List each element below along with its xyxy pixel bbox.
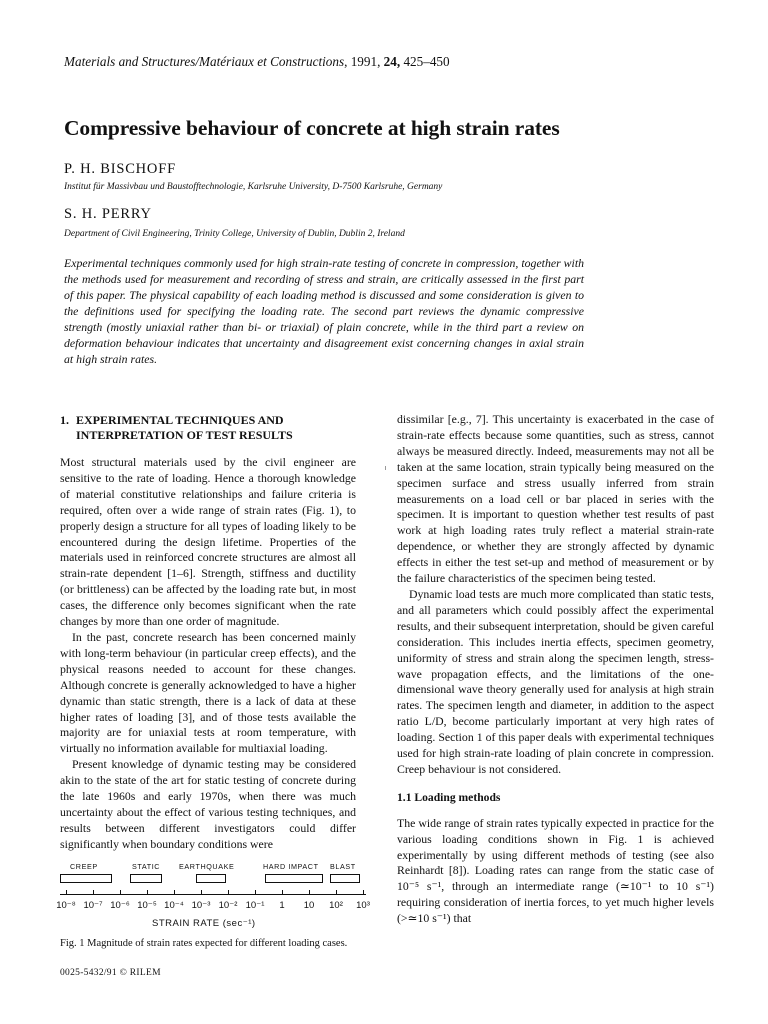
- figure-caption: Fig. 1 Magnitude of strain rates expected for different loading cases.: [60, 938, 348, 949]
- tick-label: 10⁻⁷: [83, 900, 103, 911]
- range-bar-creep: [60, 874, 112, 883]
- author-name: P. H. BISCHOFF: [64, 161, 176, 177]
- axis-tick: [201, 890, 202, 895]
- range-bar-static: [130, 874, 162, 883]
- range-bar-hard-impact: [265, 874, 323, 883]
- tick-label: 10⁻⁴: [164, 900, 184, 911]
- range-bar-blast: [330, 874, 360, 883]
- left-column: [60, 413, 356, 853]
- axis-tick: [363, 890, 364, 895]
- category-label-static: STATIC: [132, 862, 161, 871]
- right-column: [397, 412, 714, 927]
- author-name: S. H. PERRY: [64, 206, 152, 222]
- tick-label: 10⁻⁶: [110, 900, 130, 911]
- tick-label: 1: [279, 900, 285, 911]
- journal-volume: 24,: [383, 54, 401, 69]
- paragraph: In the past, concrete research has been concerned mainly with long-term behaviour (in particular creep effects), and the physical reasons needed to account for these changes. Although concrete is generally acknowledged to have a higher dynamic than static strength, there is a lack of data at these higher rates of loading [3], and of those tests available the majority are for uniaxial tests at room temperature, with virtually no information available for multiaxial loading.: [60, 629, 356, 756]
- section-number: 1.: [60, 413, 69, 427]
- axis-tick: [66, 890, 67, 895]
- journal-year: 1991,: [350, 54, 381, 69]
- category-label-hard-impact: HARD IMPACT: [263, 862, 319, 871]
- journal-name: Materials and Structures/Matériaux et Constructions: [64, 54, 345, 69]
- tick-label: 10⁻⁸: [56, 900, 76, 911]
- abstract: Experimental techniques commonly used for high strain-rate testing of concrete in compression, together with the methods used for measurement and recording of stress and strain, are critically assessed in the first part of this paper. The physical capability of each loading method is discussed and some consideration is given to the definitions used for specifying the loading rate. The second part reviews the dynamic compressive strength (mostly uniaxial rather than bi- or triaxial) of plain concrete, while in the third part a review on deformation behaviour indicates that uncertainty and disagreement exist concerning changes in axial strain at high strain rates.: [64, 256, 584, 366]
- paragraph: Dynamic load tests are much more complicated than static tests, and all parameters which could possibly affect the experimental results, and their subsequent interpretation, should be given careful consideration. This includes inertia effects, specimen geometry, uniformity of stress and strain along the specimen length, stress-wave propagation effects, and the limitations of the one-dimensional wave theory generally used for analysis at high strain rates. The specimen length and diameter, in addition to the aspect ratio L/D, become particularly important at very high rates of loading. Section 1 of this paper deals with experimental techniques used for high strain-rate loading of plain concrete in compression. Creep behaviour is not considered.: [397, 586, 714, 776]
- journal-pages: 425–450: [403, 54, 450, 69]
- section-title-line1: EXPERIMENTAL TECHNIQUES AND: [76, 413, 284, 427]
- tick-label: 10: [303, 900, 315, 911]
- section-title-line2: INTERPRETATION OF TEST RESULTS: [76, 428, 293, 442]
- category-label-creep: CREEP: [70, 862, 98, 871]
- tick-label: 10⁻³: [191, 900, 211, 911]
- paragraph: Most structural materials used by the civil engineer are sensitive to the rate of loading. Hence a thorough knowledge of material constitutive relationships and failure criteria is required, often over a wide range of strain rates (Fig. 1), to properly design a structure for all types of loading likely to be encountered during the design lifetime. Properties of the materials used in reinforced concrete structures are almost all strain-rate dependent [1–6]. Strength, stiffness and ductility (or brittleness) can be affected by the loading rate but, in most cases, the difference only becomes significant when the rate changes by more than one order of magnitude.: [60, 455, 356, 629]
- axis-tick: [336, 890, 337, 895]
- category-label-blast: BLAST: [330, 862, 356, 871]
- strain-rate-figure: [56, 862, 370, 929]
- axis-tick: [120, 890, 121, 895]
- footer-copyright: 0025-5432/91 © RILEM: [60, 968, 161, 978]
- tick-label: 10⁻¹: [245, 900, 265, 911]
- axis-tick: [93, 890, 94, 895]
- axis-tick: [255, 890, 256, 895]
- tick-label: 10⁻²: [218, 900, 238, 911]
- axis-tick: [309, 890, 310, 895]
- author-affiliation: Department of Civil Engineering, Trinity College, University of Dublin, Dublin 2, Ireland: [64, 229, 405, 239]
- axis-tick: [282, 890, 283, 895]
- paragraph: The wide range of strain rates typically expected in practice for the various loading conditions shown in Fig. 1 is achieved experimentally by using different methods of testing (see also Reinhardt [8]). Loading rates can range from the static case of 10⁻⁵ s⁻¹, through an intermediate range (≃10⁻¹ to 10 s⁻¹) requiring consideration of inertia forces, to yet much higher levels (>≃10 s⁻¹) that: [397, 815, 714, 926]
- category-label-earthquake: EARTHQUAKE: [179, 862, 235, 871]
- section-heading: [60, 413, 356, 443]
- axis-tick: [228, 890, 229, 895]
- axis-label: STRAIN RATE (sec⁻¹): [152, 918, 256, 929]
- margin-mark: [385, 466, 386, 470]
- strain-rate-axis: [60, 894, 366, 895]
- tick-label: 10⁻⁵: [137, 900, 157, 911]
- axis-tick: [147, 890, 148, 895]
- axis-tick: [174, 890, 175, 895]
- tick-label: 10³: [356, 900, 370, 911]
- paper-title: Compressive behaviour of concrete at high strain rates: [64, 116, 560, 140]
- tick-label: 10²: [329, 900, 343, 911]
- range-bar-earthquake: [196, 874, 226, 883]
- paragraph: dissimilar [e.g., 7]. This uncertainty is exacerbated in the case of strain-rate effects because some quantities, such as stress, cannot always be measured directly. Indeed, measurements may not all be taken at the same location, strain typically being measured on the specimen surface and stress usually inferred from strain measurements on a load cell or bar placed in series with the specimen. It is important to question whether test results of past work at high loading rates truly reflect a material strain-rate dependence, or whether they are strongly affected by dynamic effects in either the test set-up and method of measurement or by the failure characteristics of the specimen being tested.: [397, 412, 714, 586]
- author-affiliation: Institut für Massivbau und Baustofftechnologie, Karlsruhe University, D-7500 Karlsruhe, Germany: [64, 182, 443, 192]
- paragraph: Present knowledge of dynamic testing may be considered akin to the state of the art for static testing of concrete during the late 1960s and early 1970s, when there was much uncertainty about the effect of various testing techniques, and results between different investigators could differ significantly when boundary conditions were: [60, 757, 356, 851]
- subsection-heading: 1.1 Loading methods: [397, 790, 501, 804]
- journal-citation: Materials and Structures/Matériaux et Constructions, 1991, 24, 425–450: [64, 54, 450, 69]
